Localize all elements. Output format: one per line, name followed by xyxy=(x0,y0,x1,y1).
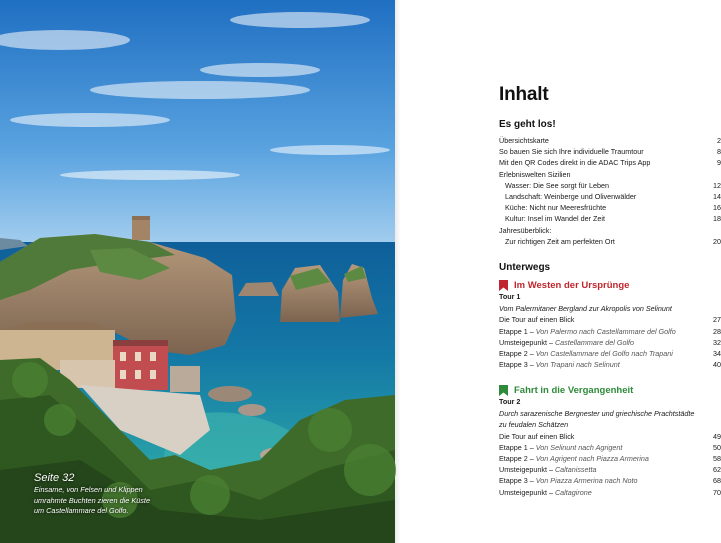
toc-entry-dash: – xyxy=(527,326,536,336)
toc-entry[interactable] xyxy=(499,314,721,325)
toc-entry-label: Etappe 3 xyxy=(499,360,528,370)
page-gutter xyxy=(395,0,401,543)
toc-entry-dash: – xyxy=(546,337,555,347)
toc-entry[interactable] xyxy=(499,135,721,146)
region-title: Im Westen der Ursprünge xyxy=(514,279,630,291)
toc-entry-dash: – xyxy=(527,476,536,486)
toc-entry-title xyxy=(499,326,703,337)
tour-label: Tour 2 xyxy=(499,397,521,406)
toc-entry-title: Übersichtskarte xyxy=(499,136,549,145)
toc-entry-page: 12 xyxy=(713,180,721,190)
toc-entry[interactable] xyxy=(499,146,721,157)
toc-entry[interactable] xyxy=(499,180,721,191)
toc-entry-title: Landschaft: Weinberge und Olivenwälder xyxy=(505,192,637,201)
toc-entry[interactable] xyxy=(499,442,721,453)
tour-label: Tour 1 xyxy=(499,292,521,301)
page-title: Inhalt xyxy=(499,84,549,105)
toc-entry-route: Caltagirone xyxy=(554,487,592,497)
toc-entry[interactable] xyxy=(499,453,721,464)
toc-entry-page: 2 xyxy=(717,136,721,145)
toc-entry-title: Wasser: Die See sorgt für Leben xyxy=(505,180,610,190)
bookmark-flag-icon xyxy=(499,385,508,396)
toc-entry-page: 34 xyxy=(713,349,721,358)
toc-entry-page: 40 xyxy=(713,360,721,370)
toc-entry[interactable] xyxy=(499,337,721,348)
toc-entry-page: 50 xyxy=(713,442,721,452)
toc-entry-page: 8 xyxy=(717,147,721,157)
toc-entry-route: Von Castellammare del Golfo nach Trapani xyxy=(535,349,673,358)
toc-entry[interactable] xyxy=(499,487,721,498)
toc-entry-label: Die Tour auf einen Blick xyxy=(499,431,575,441)
toc-entry-page: 62 xyxy=(713,465,721,475)
toc-entry[interactable] xyxy=(499,348,721,359)
toc-entry-page: 58 xyxy=(713,454,721,463)
toc-entry-page: 70 xyxy=(713,487,721,497)
toc-entry-dash: – xyxy=(527,349,536,358)
tour-description: Durch sarazenische Bergnester und griechische Prachtstädte xyxy=(499,409,695,419)
tour-description: Vom Palermitaner Bergland zur Akropolis von Selinunt xyxy=(499,304,672,314)
toc-entry-route: Caltanissetta xyxy=(554,465,597,475)
caption-line: Einsame, von Felsen und Klippen xyxy=(34,485,143,494)
photo-caption xyxy=(34,472,164,517)
toc-entry-page: 32 xyxy=(713,337,721,347)
toc-entry[interactable] xyxy=(499,191,721,202)
toc-entry-title: Mit den QR Codes direkt in die ADAC Trips App xyxy=(499,158,651,168)
toc-entry-page: 16 xyxy=(713,203,721,213)
tour-description: zu feudalen Schätzen xyxy=(499,420,569,430)
toc-entry-page: 49 xyxy=(713,431,721,441)
toc-entry-dash: – xyxy=(527,454,536,463)
toc-entry-title xyxy=(499,487,703,498)
toc-entry-page: 14 xyxy=(713,192,721,201)
toc-entry[interactable] xyxy=(499,359,721,370)
toc-entry-page xyxy=(703,169,721,180)
toc-entry-title xyxy=(499,348,703,359)
toc-entry-dash: – xyxy=(546,465,555,475)
toc-entry-page: 27 xyxy=(713,315,721,325)
section-heading: Unterwegs xyxy=(499,262,551,273)
toc-entry-route: Von Piazza Armerina nach Noto xyxy=(535,476,638,486)
toc-entry[interactable] xyxy=(499,202,721,213)
toc-entry[interactable] xyxy=(499,225,721,236)
toc-entry[interactable] xyxy=(499,213,721,224)
toc-entry-title xyxy=(499,359,703,370)
section-heading: Es geht los! xyxy=(499,119,556,130)
toc-entry-title: Erlebniswelten Sizilien xyxy=(499,169,571,179)
caption-title: Seite 32 xyxy=(34,472,75,484)
toc-entry-dash: – xyxy=(527,360,536,370)
toc-entry-dash: – xyxy=(527,442,536,452)
toc-entry[interactable] xyxy=(499,169,721,180)
toc-entry-route: Von Palermo nach Castellammare del Golfo xyxy=(535,326,676,336)
toc-entry-label: Etappe 2 xyxy=(499,454,528,463)
caption-line: umrahmte Buchten zieren die Küste xyxy=(34,495,151,505)
toc-entry-route: Von Trapani nach Selinunt xyxy=(535,360,620,370)
toc-entry-title: Kultur: Insel im Wandel der Zeit xyxy=(505,214,605,224)
toc-entry-route: Von Selinunt nach Agrigent xyxy=(535,442,623,452)
toc-entry-title xyxy=(499,337,703,348)
toc-entry-label: Umsteigepunkt xyxy=(499,465,547,475)
toc-entry[interactable] xyxy=(499,475,721,486)
toc-entry-route: Von Agrigent nach Piazza Armerina xyxy=(535,454,649,463)
toc-entry-title: Zur richtigen Zeit am perfekten Ort xyxy=(505,236,615,246)
toc-entry-label: Etappe 1 xyxy=(499,442,528,452)
toc-entry-page: 18 xyxy=(713,214,721,224)
toc-entry-title xyxy=(499,464,703,475)
toc-entry-label: Die Tour auf einen Blick xyxy=(499,315,575,325)
region-heading[interactable] xyxy=(499,383,633,397)
caption-line: um Castellammare del Golfo. xyxy=(34,506,129,515)
toc-entry-dash: – xyxy=(546,487,555,497)
toc-entry-route: Castellammare del Golfo xyxy=(554,337,635,347)
toc-entry-title xyxy=(499,431,703,442)
toc-entry[interactable] xyxy=(499,236,721,247)
toc-entry-title xyxy=(499,314,703,325)
toc-entry-page: 68 xyxy=(713,476,721,486)
toc-entry-title: Küche: Nicht nur Meeresfrüchte xyxy=(505,203,607,213)
toc-entry-title xyxy=(499,453,703,464)
toc-entry-label: Umsteigepunkt xyxy=(499,487,547,497)
toc-entry[interactable] xyxy=(499,326,721,337)
toc-entry[interactable] xyxy=(499,464,721,475)
region-heading[interactable] xyxy=(499,278,629,292)
bookmark-flag-icon xyxy=(499,280,508,291)
toc-entry-page xyxy=(703,225,721,236)
toc-entry-label: Etappe 3 xyxy=(499,476,528,486)
toc-entry-label: Etappe 1 xyxy=(499,326,528,336)
toc-entry[interactable] xyxy=(499,431,721,442)
toc-entry-title xyxy=(499,442,703,453)
toc-entry-title xyxy=(499,475,703,486)
toc-entry-title: So bauen Sie sich Ihre individuelle Traumtour xyxy=(499,147,644,157)
toc-entry[interactable] xyxy=(499,157,721,168)
toc-entry-page: 28 xyxy=(713,326,721,336)
toc-entry-page: 20 xyxy=(713,236,721,246)
toc-entry-page: 9 xyxy=(717,158,721,168)
region-title: Fahrt in die Vergangenheit xyxy=(514,384,634,396)
toc-entry-label: Umsteigepunkt xyxy=(499,337,547,347)
toc-entry-label: Etappe 2 xyxy=(499,349,528,358)
toc-entry-title: Jahresüberblick: xyxy=(499,225,552,235)
